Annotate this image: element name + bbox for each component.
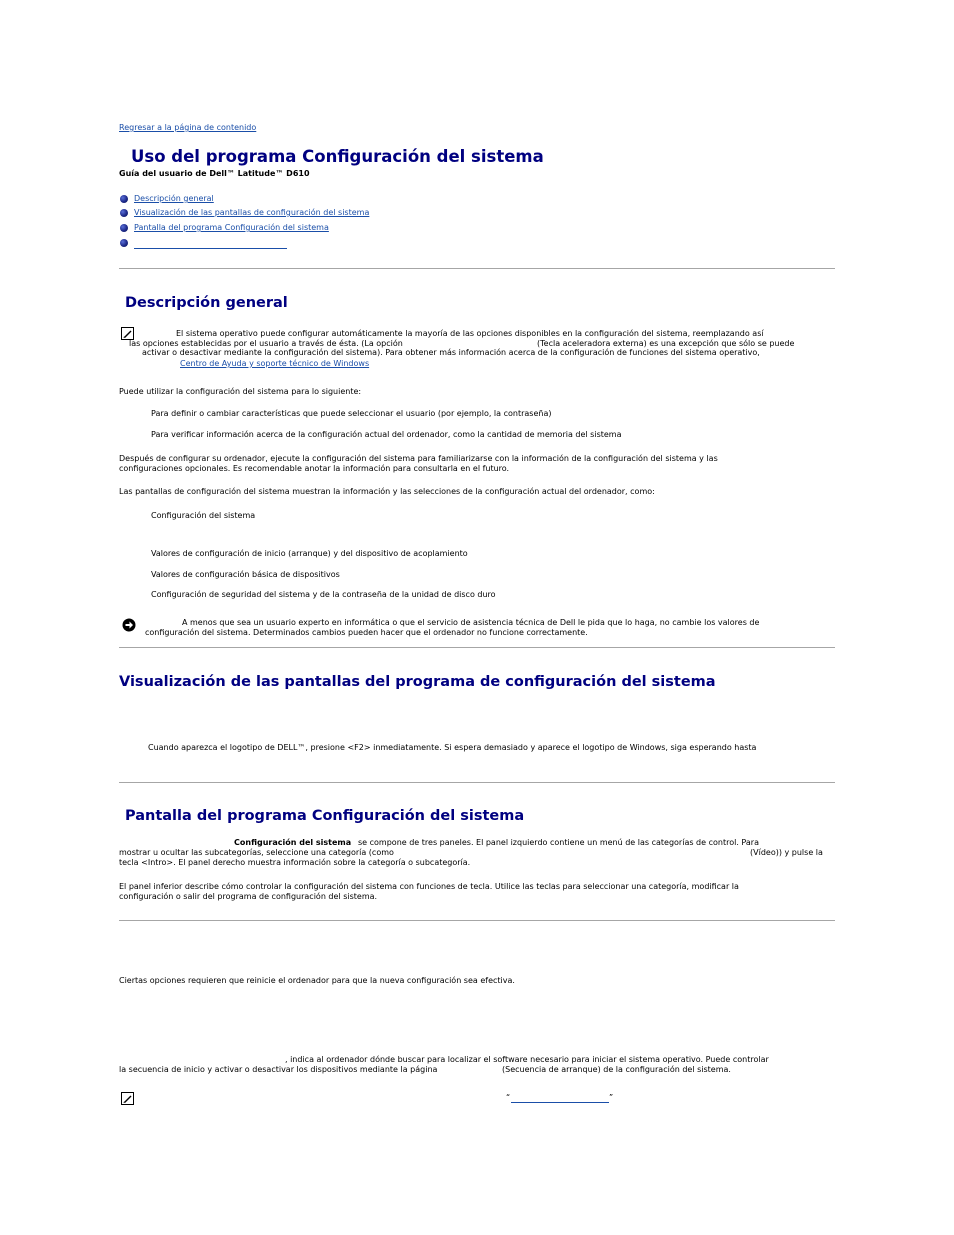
bullet-icon	[120, 239, 128, 247]
toc-link-pantalla[interactable]: Pantalla del programa Configuración del sistema	[134, 223, 329, 232]
divider	[119, 647, 835, 648]
reference-link[interactable]	[511, 1093, 609, 1103]
section-heading-visualizacion: Visualización de las pantallas del programa de configuración del sistema	[119, 674, 716, 690]
divider	[119, 782, 835, 783]
paragraph-line: la secuencia de inicio y activar o desactivar los dispositivos mediante la página	[119, 1065, 438, 1074]
bold-term: Configuración del sistema	[234, 838, 352, 847]
note-text-line1: El sistema operativo puede configurar automáticamente la mayoría de las opciones disponibles en la configuración del sistema, reemplazando así	[176, 329, 764, 338]
config-item: Valores de configuración de inicio (arranque) y del dispositivo de acoplamiento	[151, 549, 468, 558]
use-item: Para verificar información acerca de la configuración actual del ordenador, como la cantidad de memoria del sistema	[151, 430, 622, 439]
use-item: Para definir o cambiar características que puede seleccionar el usuario (por ejemplo, la contraseña)	[151, 409, 552, 418]
note-text-line2a: las opciones establecidas por el usuario a través de ésta. (La opción	[129, 339, 403, 348]
back-to-contents-link[interactable]: Regresar a la página de contenido	[119, 123, 257, 132]
section-heading-descripcion-general: Descripción general	[125, 295, 288, 311]
divider	[119, 920, 835, 921]
paragraph-line: configuraciones opcionales. Es recomendable anotar la información para consultarla en el futuro.	[119, 464, 510, 473]
paragraph-line: Ciertas opciones requieren que reinicie el ordenador para que la nueva configuración sea efectiva.	[119, 976, 515, 985]
note-icon	[121, 1092, 134, 1105]
paragraph-line: configuración o salir del programa de configuración del sistema.	[119, 892, 378, 901]
paragraph-line	[234, 838, 351, 848]
notice-arrow-icon	[122, 618, 136, 632]
toc-link-empty[interactable]	[134, 238, 287, 249]
section-heading-pantalla: Pantalla del programa Configuración del sistema	[125, 808, 525, 824]
page-subtitle: Guía del usuario de Dell™ Latitude™ D610	[119, 169, 310, 178]
paragraph-line: (Secuencia de arranque) de la configuración del sistema.	[502, 1065, 731, 1074]
bullet-icon	[120, 224, 128, 232]
note-text-line2b: (Tecla aceleradora externa) es una excepción que sólo se puede	[537, 339, 795, 348]
intro-text: Puede utilizar la configuración del sistema para lo siguiente:	[119, 387, 362, 396]
bullet-icon	[120, 209, 128, 217]
toc-link-visualizacion[interactable]: Visualización de las pantallas de configuración del sistema	[134, 208, 370, 217]
paragraph-line: se compone de tres paneles. El panel izquierdo contiene un menú de las categorías de control. Para	[358, 838, 759, 847]
step-text: Cuando aparezca el logotipo de DELL™, presione <F2> inmediatamente. Si espera demasiado y aparece el logotipo de Windows, siga esperando hasta	[148, 743, 757, 752]
config-item: Valores de configuración básica de dispositivos	[151, 570, 340, 579]
config-item: Configuración de seguridad del sistema y de la contraseña de la unidad de disco duro	[151, 590, 496, 599]
toc-link-descripcion-general[interactable]: Descripción general	[134, 194, 214, 203]
divider	[119, 268, 835, 269]
windows-help-link[interactable]: Centro de Ayuda y soporte técnico de Windows	[180, 359, 370, 368]
notice-text-line2: configuración del sistema. Determinados cambios pueden hacer que el ordenador no funcione correctamente.	[145, 628, 588, 637]
paragraph-line: , indica al ordenador dónde buscar para localizar el software necesario para iniciar el sistema operativo. Puede controlar	[285, 1055, 769, 1064]
paragraph-line: El panel inferior describe cómo controlar la configuración del sistema con funciones de tecla. Utilice las teclas para seleccionar una categoría, modificar la	[119, 882, 739, 891]
quote-open: “	[506, 1093, 511, 1102]
paragraph-line: mostrar u ocultar las subcategorías, seleccione una categoría (como	[119, 848, 394, 857]
paragraph-line: tecla <Intro>. El panel derecho muestra información sobre la categoría o subcategoría.	[119, 858, 471, 867]
note-text-line3: activar o desactivar mediante la configuración del sistema). Para obtener más información acerca de la configuración de funciones del sistema operativo,	[142, 348, 760, 357]
config-item: Configuración del sistema	[151, 511, 256, 520]
paragraph-line: Las pantallas de configuración del sistema muestran la información y las selecciones de la configuración actual del ordenador, como:	[119, 487, 655, 496]
paragraph-line: Después de configurar su ordenador, ejecute la configuración del sistema para familiarizarse con la información de la configuración del sistema y las	[119, 454, 718, 463]
notice-text-line1: A menos que sea un usuario experto en informática o que el servicio de asistencia técnica de Dell le pida que lo haga, no cambie los valores de	[182, 618, 760, 627]
paragraph-line: (Vídeo)) y pulse la	[750, 848, 823, 857]
bullet-icon	[120, 195, 128, 203]
page-title: Uso del programa Configuración del sistema	[131, 147, 544, 166]
quote-close: ”	[609, 1093, 614, 1102]
